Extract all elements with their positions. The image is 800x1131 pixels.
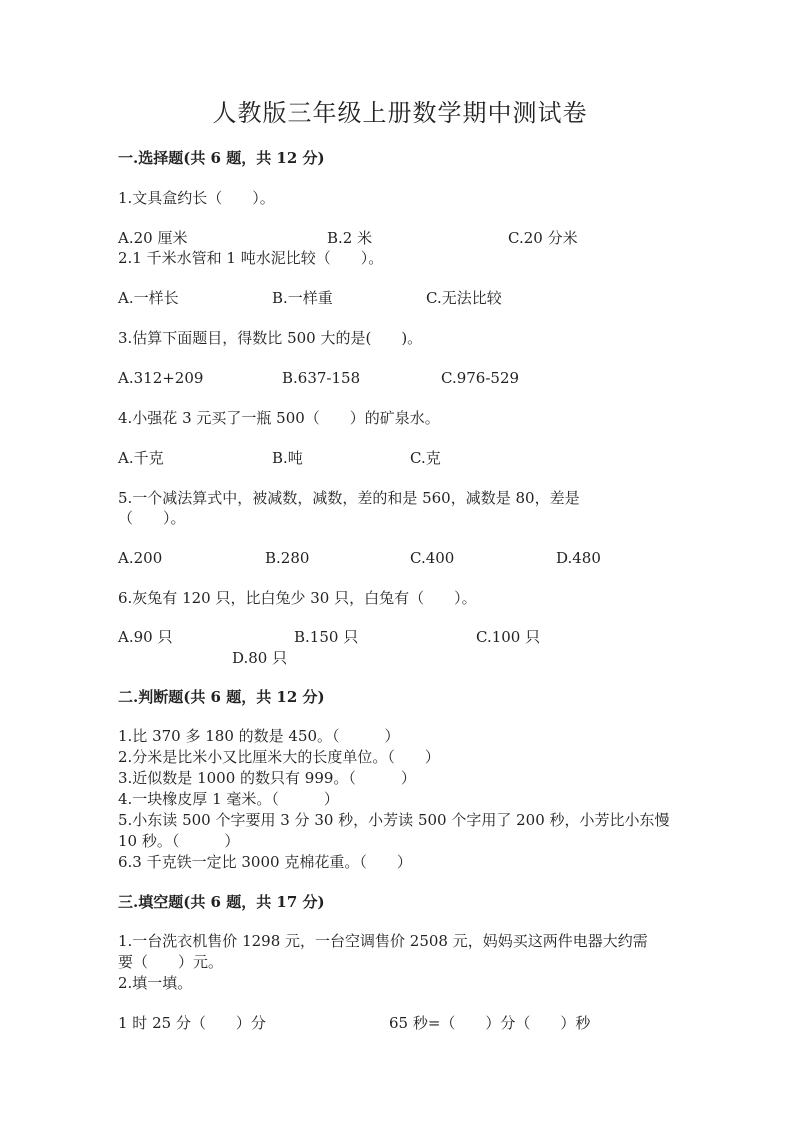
option-c: C.100 只 <box>476 628 541 646</box>
option-b: B.2 米 <box>327 229 373 247</box>
judgement-item: 4.一块橡皮厚 1 毫米。（ ） <box>118 790 339 808</box>
judgement-item: 5.小东读 500 个字要用 3 分 30 秒，小芳读 500 个字用了 200 秒，小芳比小东慢 <box>118 811 670 829</box>
option-a: A.一样长 <box>118 289 179 307</box>
fill-item-right: 65 秒=（ ）分（ ）秒 <box>389 1014 591 1032</box>
option-d: D.80 只 <box>232 649 288 667</box>
option-a: A.千克 <box>118 449 164 467</box>
option-a: A.312+209 <box>118 369 204 387</box>
page-title: 人教版三年级上册数学期中测试卷 <box>212 99 588 127</box>
option-c: C.976-529 <box>441 369 520 387</box>
option-c: C.克 <box>410 449 441 467</box>
option-a: A.20 厘米 <box>118 229 188 247</box>
option-c: C.20 分米 <box>508 229 578 247</box>
section-heading-choice: 一.选择题(共 6 题，共 12 分) <box>118 149 325 167</box>
fill-question: 1.一台洗衣机售价 1298 元，一台空调售价 2508 元，妈妈买这两件电器大约需 <box>118 932 648 950</box>
option-b: B.280 <box>265 549 310 567</box>
judgement-item: 2.分米是比米小又比厘米大的长度单位。（ ） <box>118 748 440 766</box>
option-b: B.150 只 <box>294 628 359 646</box>
question-stem-cont: （ ）。 <box>118 509 186 527</box>
option-b: B.637-158 <box>282 369 361 387</box>
option-b: B.一样重 <box>272 289 333 307</box>
question-stem: 3.估算下面题目，得数比 500 大的是( )。 <box>118 329 423 347</box>
question-stem: 4.小强花 3 元买了一瓶 500（ ）的矿泉水。 <box>118 409 440 427</box>
option-c: C.400 <box>410 549 455 567</box>
question-stem: 1.文具盒约长（ ）。 <box>118 189 275 207</box>
judgement-item: 1.比 370 多 180 的数是 450。（ ） <box>118 727 400 745</box>
question-stem: 6.灰兔有 120 只，比白兔少 30 只，白兔有（ ）。 <box>118 589 477 607</box>
question-stem: 2.1 千米水管和 1 吨水泥比较（ ）。 <box>118 249 384 267</box>
fill-item-left: 1 时 25 分（ ）分 <box>118 1014 266 1032</box>
option-d: D.480 <box>556 549 601 567</box>
option-a: A.200 <box>118 549 163 567</box>
fill-question: 2.填一填。 <box>118 974 193 992</box>
judgement-item: 6.3 千克铁一定比 3000 克棉花重。（ ） <box>118 853 412 871</box>
option-b: B.吨 <box>272 449 303 467</box>
judgement-item-cont: 10 秒。（ ） <box>118 832 240 850</box>
section-heading-fill: 三.填空题(共 6 题，共 17 分) <box>118 893 325 911</box>
option-c: C.无法比较 <box>426 289 502 307</box>
judgement-item: 3.近似数是 1000 的数只有 999。（ ） <box>118 769 416 787</box>
question-stem: 5.一个减法算式中，被减数，减数，差的和是 560，减数是 80，差是 <box>118 489 580 507</box>
fill-question-cont: 要（ ）元。 <box>118 953 224 971</box>
option-a: A.90 只 <box>118 628 173 646</box>
section-heading-judgement: 二.判断题(共 6 题，共 12 分) <box>118 688 325 706</box>
